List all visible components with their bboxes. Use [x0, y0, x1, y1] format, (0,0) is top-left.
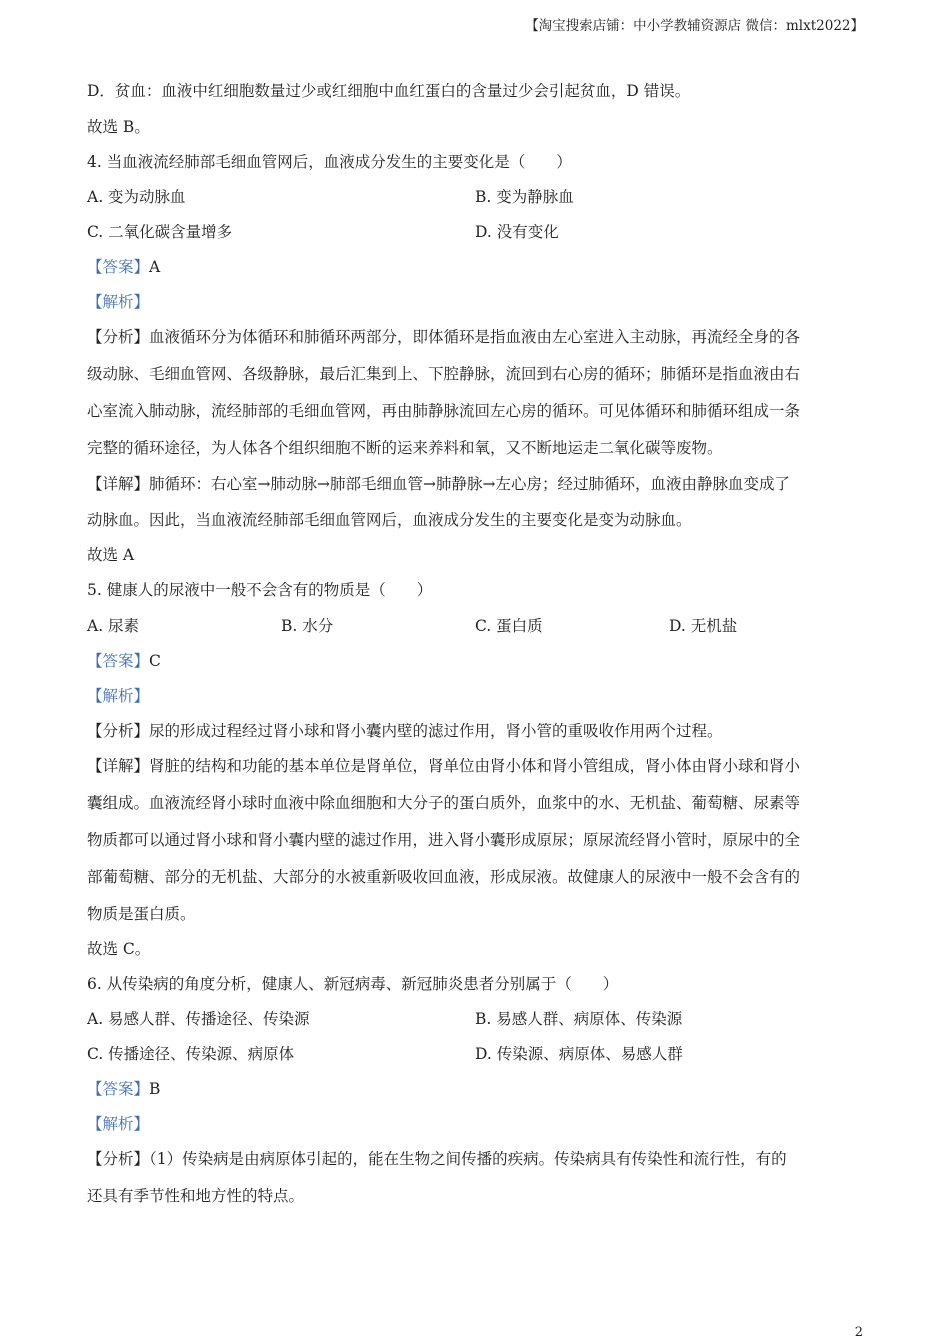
- q6-answer: [87, 1079, 160, 1099]
- analysis-text: 尿的形成过程经过肾小球和肾小囊内壁的滤过作用，肾小管的重吸收作用两个过程。: [149, 722, 723, 740]
- analysis-text: 血液循环分为体循环和肺循环两部分，即体循环是指血液由左心室进入主动脉，再流经全身的各: [149, 328, 801, 346]
- analysis-tag: 【分析】: [87, 328, 150, 346]
- text-line: 故选 C。: [87, 940, 151, 958]
- q6-jiexi-tag: 【解析】: [87, 1115, 150, 1133]
- analysis-tag: 【分析】: [87, 722, 150, 740]
- analysis-text: （1）传染病是由病原体引起的，能在生物之间传播的疾病。传染病具有传染性和流行性，有的: [149, 1150, 787, 1168]
- detail-tag: 【详解】: [87, 475, 150, 493]
- q4-option-d: D. 没有变化: [475, 223, 559, 241]
- detail-text: 肺循环：右心室→肺动脉→肺部毛细血管→肺静脉→左心房；经过肺循环，血液由静脉血变成了: [149, 475, 790, 493]
- answer-value: B: [149, 1080, 161, 1098]
- text-line: 动脉血。因此，当血液流经肺部毛细血管网后，血液成分发生的主要变化是变为动脉血。: [87, 511, 692, 529]
- q6-analysis: [87, 1149, 787, 1169]
- q5-option-b: B. 水分: [281, 617, 334, 635]
- text-line: 完整的循环途径，为人体各个组织细胞不断的运来养料和氧，又不断地运走二氧化碳等废物。: [87, 439, 723, 457]
- q4-option-b: B. 变为静脉血: [475, 188, 574, 206]
- question-5: 5. 健康人的尿液中一般不会含有的物质是（ ）: [87, 581, 433, 599]
- text-line: 还具有季节性和地方性的特点。: [87, 1187, 305, 1205]
- answer-tag: 【答案】: [87, 258, 150, 276]
- detail-tag: 【详解】: [87, 757, 150, 775]
- q4-option-c: C. 二氧化碳含量增多: [87, 223, 233, 241]
- text-line: 物质是蛋白质。: [87, 905, 196, 923]
- text-line: 囊组成。血液流经肾小球时血液中除血细胞和大分子的蛋白质外，血浆中的水、无机盐、葡萄糖、尿素等: [87, 794, 801, 812]
- q5-option-d: D. 无机盐: [669, 617, 738, 635]
- question-6: 6. 从传染病的角度分析，健康人、新冠病毒、新冠肺炎患者分别属于（ ）: [87, 975, 619, 993]
- q5-option-c: C. 蛋白质: [475, 617, 543, 635]
- page-header: 【淘宝搜索店铺：中小学教辅资源店 微信：mlxt2022】: [525, 18, 864, 34]
- text-line: 故选 A: [87, 546, 135, 564]
- q6-option-a: A. 易感人群、传播途径、传染源: [87, 1010, 310, 1028]
- answer-value: C: [149, 652, 161, 670]
- text-line: 物质都可以通过肾小球和肾小囊内壁的滤过作用，进入肾小囊形成原尿；原尿流经肾小管时，原尿中的全: [87, 831, 801, 849]
- q5-jiexi-tag: 【解析】: [87, 687, 150, 705]
- q4-analysis: [87, 327, 800, 347]
- q6-option-d: D. 传染源、病原体、易感人群: [475, 1045, 683, 1063]
- q6-option-c: C. 传播途径、传染源、病原体: [87, 1045, 295, 1063]
- page-number: 2: [854, 1325, 863, 1340]
- text-line: 心室流入肺动脉，流经肺部的毛细血管网，再由肺静脉流回左心房的循环。可见体循环和肺循环组成一条: [87, 402, 801, 420]
- q4-detail: [87, 474, 790, 494]
- q5-analysis: [87, 721, 723, 741]
- answer-tag: 【答案】: [87, 1080, 150, 1098]
- answer-tag: 【答案】: [87, 652, 150, 670]
- q6-option-b: B. 易感人群、病原体、传染源: [475, 1010, 683, 1028]
- text-line: 部葡萄糖、部分的无机盐、大部分的水被重新吸收回血液，形成尿液。故健康人的尿液中一般不会含有的: [87, 868, 801, 886]
- q4-answer: [87, 257, 160, 277]
- detail-text: 肾脏的结构和功能的基本单位是肾单位，肾单位由肾小体和肾小管组成，肾小体由肾小球和肾小: [149, 757, 801, 775]
- q4-jiexi-tag: 【解析】: [87, 293, 150, 311]
- text-line: 故选 B。: [87, 118, 150, 136]
- q4-option-a: A. 变为动脉血: [87, 188, 186, 206]
- analysis-tag: 【分析】: [87, 1150, 150, 1168]
- q5-option-a: A. 尿素: [87, 617, 140, 635]
- q5-detail: [87, 756, 800, 776]
- question-4: 4. 当血液流经肺部毛细血管网后，血液成分发生的主要变化是（ ）: [87, 153, 572, 171]
- q5-answer: [87, 651, 161, 671]
- answer-value: A: [149, 258, 161, 276]
- text-line: 级动脉、毛细血管网、各级静脉，最后汇集到上、下腔静脉，流回到右心房的循环；肺循环是指血液由右: [87, 365, 801, 383]
- text-line: D．贫血：血液中红细胞数量过少或红细胞中血红蛋白的含量过少会引起贫血，D 错误。: [87, 82, 691, 100]
